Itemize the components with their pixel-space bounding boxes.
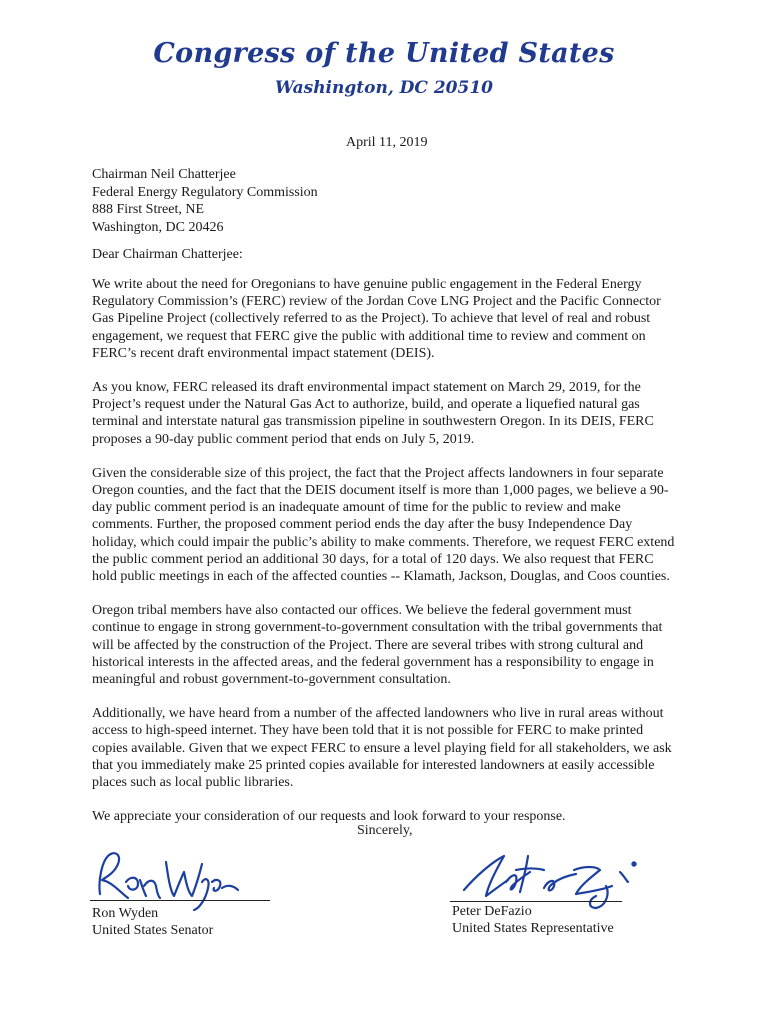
recipient-line: Federal Energy Regulatory Commission xyxy=(92,184,318,200)
signature-wyden-graphic xyxy=(82,842,242,912)
letter-date: April 11, 2019 xyxy=(346,135,428,150)
signatory-title: United States Representative xyxy=(452,921,614,936)
recipient-line: Chairman Neil Chatterjee xyxy=(92,167,236,182)
body-paragraph: Oregon tribal members have also contacted our offices. We believe the federal government must continue to engage in strong government-to-government consultation with the tribal governments that will be affected by the construction of the Project. There are several tribes with strong cultural and historical interests in the affected areas, and the federal government has a responsibility to engage in meaningful and robust government-to-government consultation. xyxy=(92,603,663,688)
signature-line xyxy=(90,900,270,901)
signatory-defazio xyxy=(452,903,614,937)
closing: Sincerely, xyxy=(357,823,413,838)
signatory-name: Peter DeFazio xyxy=(452,904,532,919)
letterhead-address: Washington, DC 20510 xyxy=(275,78,493,98)
letter-body xyxy=(92,276,680,842)
signatory-name: Ron Wyden xyxy=(92,906,159,921)
body-paragraph: Additionally, we have heard from a number of the affected landowners who live in rural areas without access to high-speed internet. They have been told that it is not possible for FERC to make printed copies available. Given that we expect FERC to ensure a level playing field for all stakeholders, we ask that you immediately make 25 printed copies available for interested landowners at easily accessible places such as local public libraries. xyxy=(92,706,672,791)
letterhead-title: Congress of the United States xyxy=(153,38,615,69)
body-paragraph: We write about the need for Oregonians to have genuine public engagement in the Federal Energy Regulatory Commission’s (FERC) review of the Jordan Cove LNG Project and the Pacific Connector Gas Pipeline Project (collectively referred to as the Project). To achieve that level of real and robust engagement, we request that FERC give the public with additional time to review and comment on FERC’s recent draft environmental impact statement (DEIS). xyxy=(92,277,661,361)
body-paragraph: We appreciate your consideration of our requests and look forward to your response. xyxy=(92,809,566,825)
recipient-line: Washington, DC 20426 xyxy=(92,219,224,235)
signatory-wyden xyxy=(92,905,213,939)
signature-line xyxy=(450,901,622,902)
body-paragraph: Given the considerable size of this project, the fact that the Project affects landowners in four separate Oregon counties, and the fact that the DEIS document itself is more than 1,000 pages, we believe a 90-day public comment period is an inadequate amount of time for the public to review and make comments. Further, the proposed comment period ends the day after the busy Independence Day holiday, which could impair the public’s ability to make comments. Therefore, we request FERC extend the public comment period an additional 30 days, for a total of 120 days. We also request that FERC hold public meetings in each of the affected counties -- Klamath, Jackson, Douglas, and Coos counties. xyxy=(92,465,675,585)
signatory-title: United States Senator xyxy=(92,923,214,938)
body-paragraph: As you know, FERC released its draft environmental impact statement on March 29, 2019, for the Project’s request under the Natural Gas Act to authorize, build, and operate a liquefied natural gas terminal and interstate natural gas transmission pipeline in southwestern Oregon. In its DEIS, FERC proposes a 90-day public comment period that ends on July 5, 2019. xyxy=(92,380,654,447)
recipient-address xyxy=(92,166,318,236)
salutation: Dear Chairman Chatterjee: xyxy=(92,247,243,262)
recipient-line: 888 First Street, NE xyxy=(92,202,204,217)
